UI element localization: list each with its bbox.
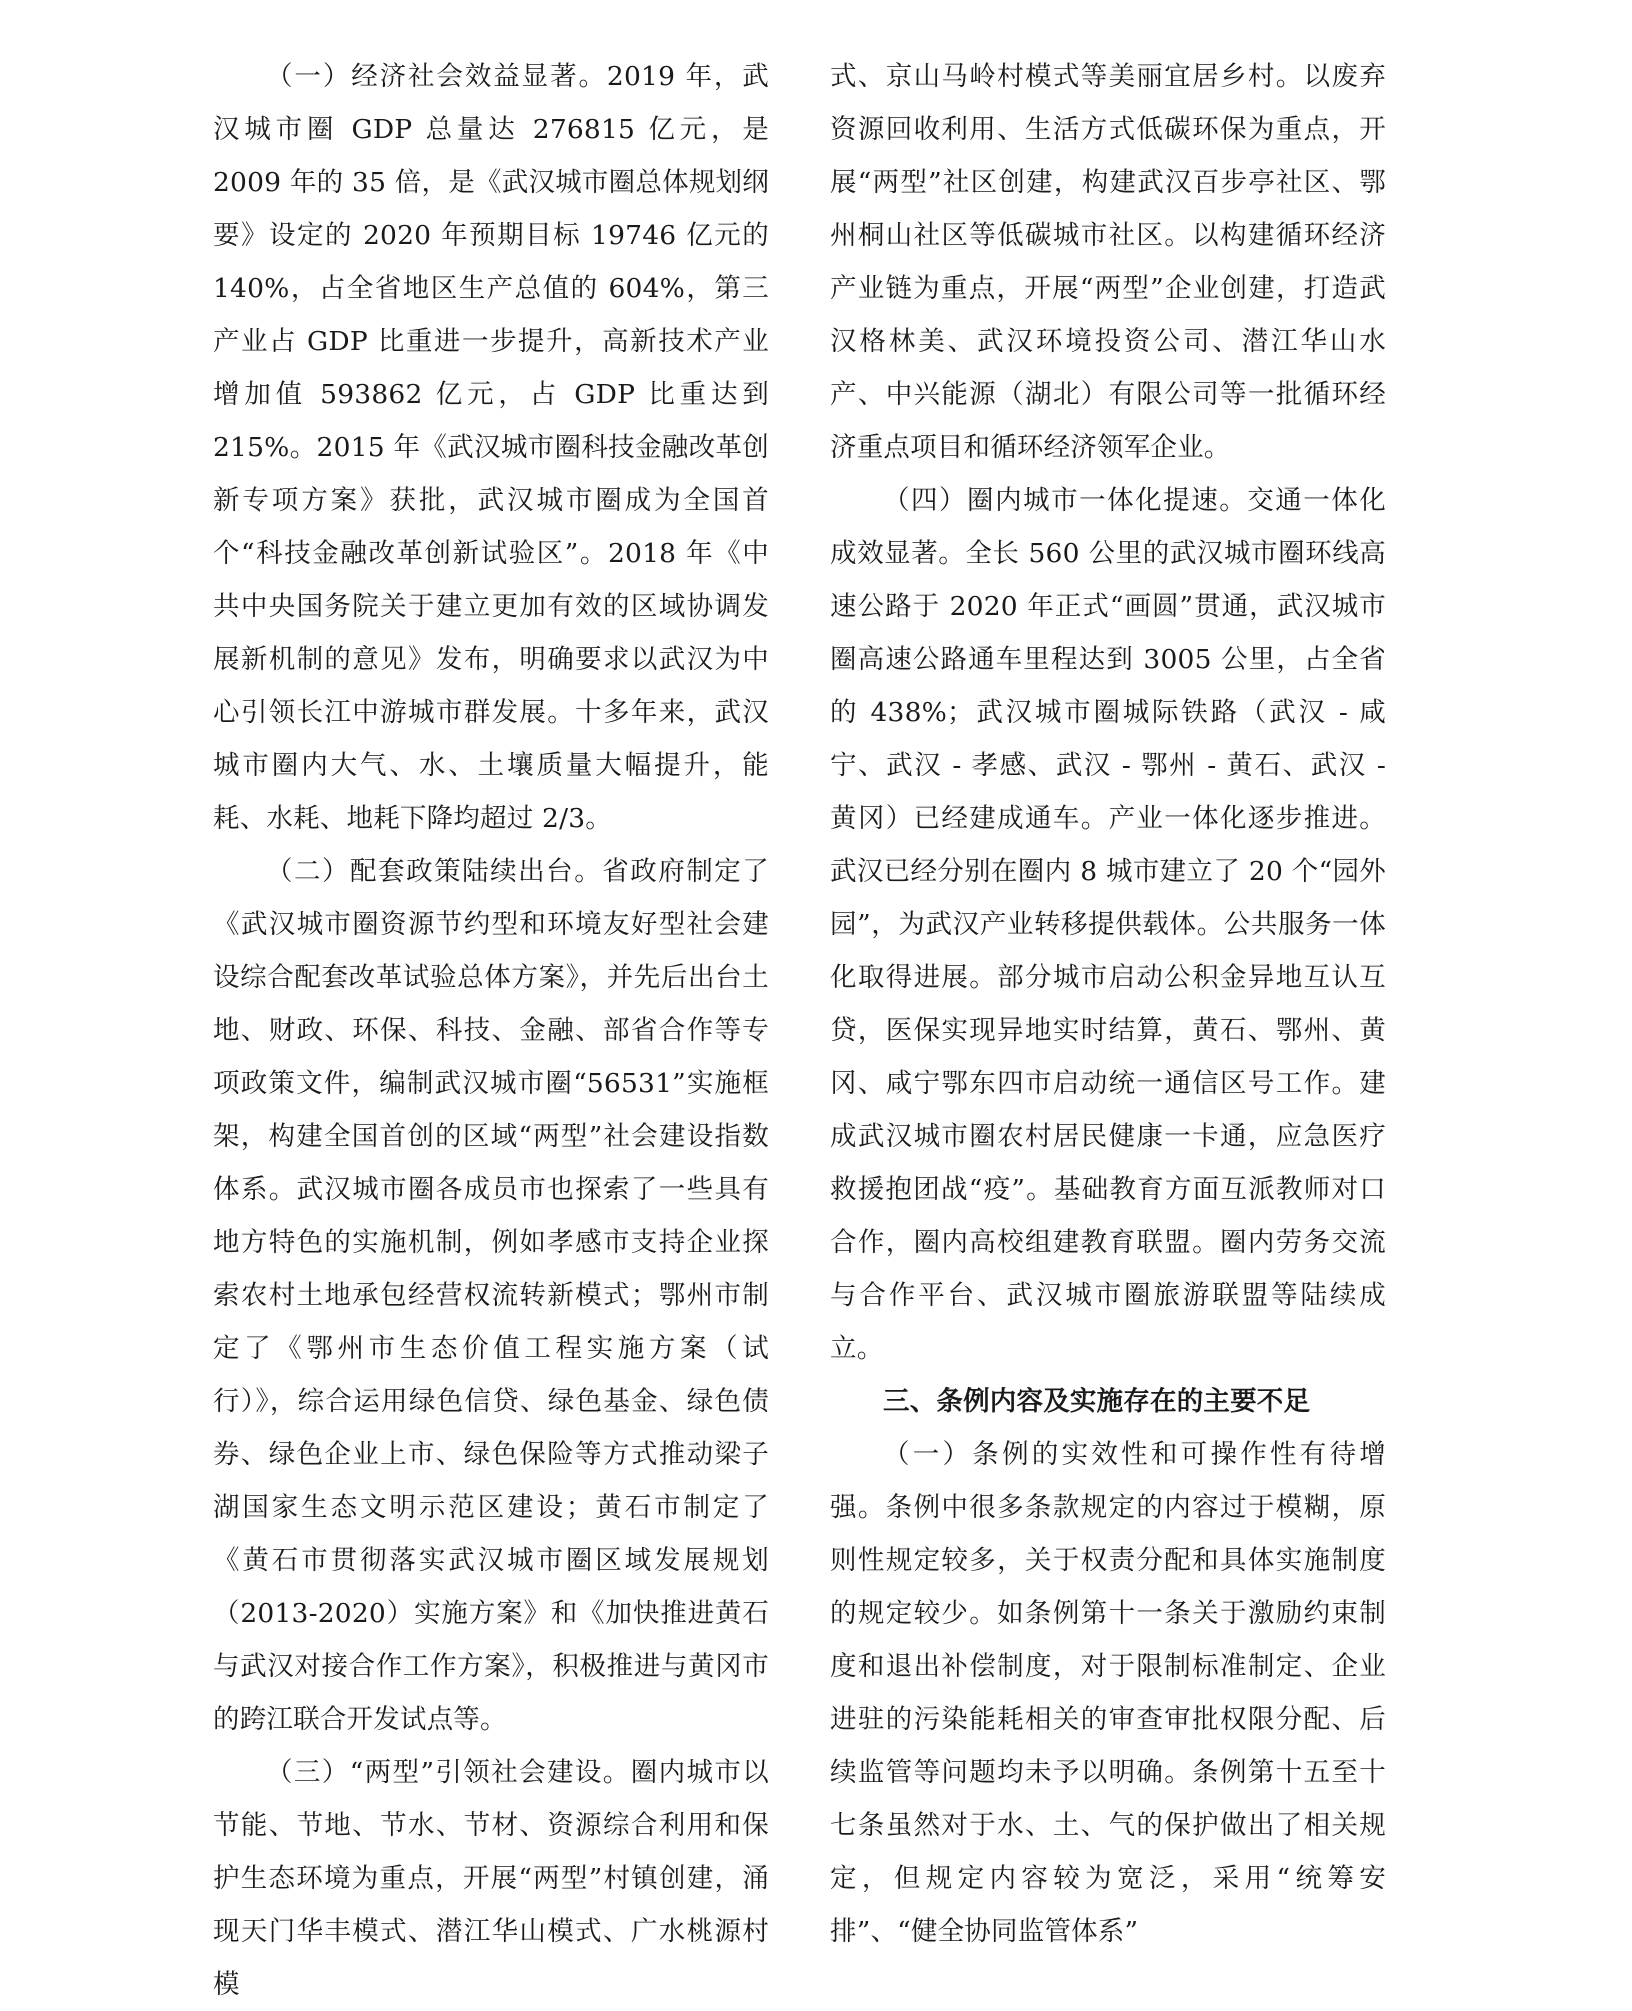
paragraph-economic-benefits: （一）经济社会效益显著。2019 年，武汉城市圈 GDP 总量达 276815 亿元，是 2009 年的 35 倍，是《武汉城市圈总体规划纲要》设定的 2020 年预期目标 19746 亿元的 140%，占全省地区生产总值的 604%，第三产业占 GDP 比重进一步提升，高新技术产业增加值 593862 亿元，占 GDP 比重达到 215%。2015 年《武汉城市圈科技金融改革创新专项方案》获批，武汉城市圈成为全国首个“科技金融改革创新试验区”。2018 年《中共中央国务院关于建立更加有效的区域协调发展新机制的意见》发布，明确要求以武汉为中心引领长江中游城市群发展。十多年来，武汉城市圈内大气、水、土壤质量大幅提升，能耗、水耗、地耗下降均超过 2/3。 [213, 61, 769, 834]
paragraph-supporting-policies: （二）配套政策陆续出台。省政府制定了《武汉城市圈资源节约型和环境友好型社会建设综合配套改革试验总体方案》，并先后出台土地、财政、环保、科技、金融、部省合作等专项政策文件，编制武汉城市圈“56531”实施框架，构建全国首创的区域“两型”社会建设指数体系。武汉城市圈各成员市也探索了一些具有地方特色的实施机制，例如孝感市支持企业探索农村土地承包经营权流转新模式；鄂州市制定了《鄂州市生态价值工程实施方案（试行）》，综合运用绿色信贷、绿色基金、绿色债券、绿色企业上市、绿色保险等方式推动梁子湖国家生态文明示范区建设；黄石市制定了《黄石市贯彻落实武汉城市圈区域发展规划（2013-2020）实施方案》和《加快推进黄石与武汉对接合作工作方案》，积极推进与黄冈市的跨江联合开发试点等。 [213, 856, 769, 1735]
section-heading: 三、条例内容及实施存在的主要不足 [883, 1386, 1311, 1417]
paragraph-regulation-effectiveness: （一）条例的实效性和可操作性有待增强。条例中很多条款规定的内容过于模糊，原则性规定较多，关于权责分配和具体实施制度的规定较少。如条例第十一条关于激励约束制度和退出补偿制度，对于限制标准制定、企业进驻的污染能耗相关的审查审批权限分配、后续监管等问题均未予以明确。条例第十五至十七条虽然对于水、土、气的保护做出了相关规定，但规定内容较为宽泛，采用“统筹安排”、“健全协同监管体系” [830, 1439, 1386, 1947]
paragraph-two-type-society-continued: 式、京山马岭村模式等美丽宜居乡村。以废弃资源回收利用、生活方式低碳环保为重点，开展“两型”社区创建，构建武汉百步亭社区、鄂州桐山社区等低碳城市社区。以构建循环经济产业链为重点，开展“两型”企业创建，打造武汉格林美、武汉环境投资公司、潜江华山水产、中兴能源（湖北）有限公司等一批循环经济重点项目和循环经济领军企业。 [830, 61, 1386, 463]
left-column [213, 50, 769, 2011]
paragraph-two-type-society: （三）“两型”引领社会建设。圈内城市以节能、节地、节水、节材、资源综合利用和保护生态环境为重点，开展“两型”村镇创建，涌现天门华丰模式、潜江华山模式、广水桃源村模 [213, 1757, 769, 2000]
paragraph-city-integration: （四）圈内城市一体化提速。交通一体化成效显著。全长 560 公里的武汉城市圈环线高速公路于 2020 年正式“画圆”贯通，武汉城市圈高速公路通车里程达到 3005 公里，占全省的 438%；武汉城市圈城际铁路（武汉 - 咸宁、武汉 - 孝感、武汉 - 鄂州 - 黄石、武汉 - 黄冈）已经建成通车。产业一体化逐步推进。武汉已经分别在圈内 8 城市建立了 20 个“园外园”，为武汉产业转移提供载体。公共服务一体化取得进展。部分城市启动公积金异地互认互贷，医保实现异地实时结算，黄石、鄂州、黄冈、咸宁鄂东四市启动统一通信区号工作。建成武汉城市圈农村居民健康一卡通，应急医疗救援抱团战“疫”。基础教育方面互派教师对口合作，圈内高校组建教育联盟。圈内劳务交流与合作平台、武汉城市圈旅游联盟等陆续成立。 [830, 485, 1386, 1364]
right-column [830, 50, 1386, 1958]
